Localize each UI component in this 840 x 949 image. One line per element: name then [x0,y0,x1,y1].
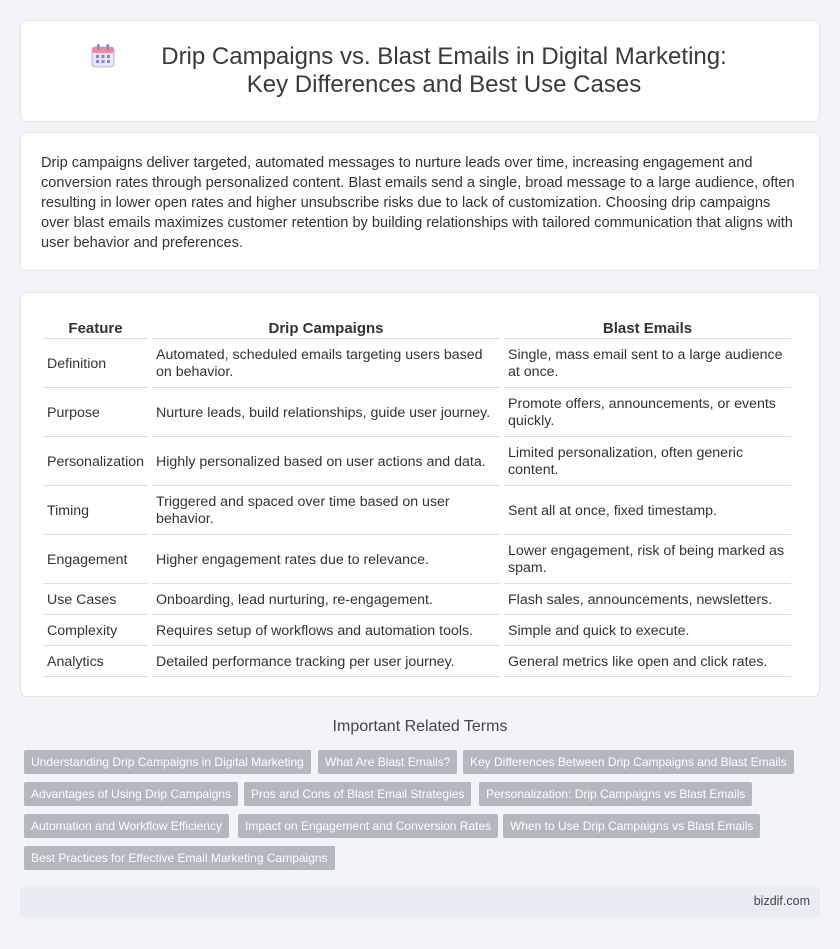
related-term-tag[interactable]: Personalization: Drip Campaigns vs Blast Emails [479,782,752,806]
blast-cell: Limited personalization, often generic content. [504,439,791,486]
table-row [43,648,791,677]
feature-cell: Timing [43,488,148,535]
related-term-tag[interactable]: Impact on Engagement and Conversion Rates [238,814,498,838]
drip-cell: Higher engagement rates due to relevance. [152,537,500,584]
drip-cell: Nurture leads, build relationships, guide user journey. [152,390,500,437]
drip-cell: Onboarding, lead nurturing, re-engagement. [152,586,500,615]
blast-cell: General metrics like open and click rates. [504,648,791,677]
drip-cell: Detailed performance tracking per user journey. [152,648,500,677]
blast-cell: Simple and quick to execute. [504,617,791,646]
feature-cell: Engagement [43,537,148,584]
table-row [43,488,791,535]
feature-cell: Use Cases [43,586,148,615]
blast-cell: Sent all at once, fixed timestamp. [504,488,791,535]
blast-cell: Flash sales, announcements, newsletters. [504,586,791,615]
related-term-tag[interactable]: When to Use Drip Campaigns vs Blast Emails [503,814,760,838]
drip-cell: Triggered and spaced over time based on user behavior. [152,488,500,535]
related-term-tag[interactable]: Understanding Drip Campaigns in Digital Marketing [24,750,311,774]
feature-cell: Complexity [43,617,148,646]
related-term-tag[interactable]: Pros and Cons of Blast Email Strategies [244,782,471,806]
related-terms-title: Important Related Terms [332,718,508,735]
header-card [20,20,820,122]
column-header-feature: Feature [43,317,148,339]
intro-card [20,132,820,271]
related-term-tag[interactable]: What Are Blast Emails? [318,750,457,774]
drip-cell: Requires setup of workflows and automation tools. [152,617,500,646]
table-row [43,617,791,646]
related-term-tag[interactable]: Advantages of Using Drip Campaigns [24,782,238,806]
blast-cell: Promote offers, announcements, or events quickly. [504,390,791,437]
related-term-tag[interactable]: Key Differences Between Drip Campaigns and Blast Emails [463,750,794,774]
comparison-card [20,292,820,697]
drip-cell: Automated, scheduled emails targeting users based on behavior. [152,341,500,388]
table-row [43,390,791,437]
related-term-tag[interactable]: Automation and Workflow Efficiency [24,814,229,838]
table-header-row [43,317,791,339]
table-row [43,537,791,584]
drip-cell: Highly personalized based on user actions and data. [152,439,500,486]
feature-cell: Personalization [43,439,148,486]
footer [20,886,820,918]
calendar-icon [90,43,116,69]
footer-site-name[interactable]: bizdif.com [753,894,810,908]
table-row [43,586,791,615]
feature-cell: Definition [43,341,148,388]
column-header-drip: Drip Campaigns [152,317,500,339]
related-term-tag[interactable]: Best Practices for Effective Email Marketing Campaigns [24,846,335,870]
feature-cell: Analytics [43,648,148,677]
blast-cell: Single, mass email sent to a large audience at once. [504,341,791,388]
intro-paragraph: Drip campaigns deliver targeted, automated messages to nurture leads over time, increasing engagement and conversion rates through personalized content. Blast emails send a single, broad message to a large audience, often resulting in lower open rates and higher unsubscribe risks due to lack of customization. Choosing drip campaigns over blast emails maximizes customer retention by building relationships with tailored communication that aligns with user behavior and preferences. [41,155,795,251]
table-row [43,439,791,486]
column-header-blast: Blast Emails [504,317,791,339]
table-row [43,341,791,388]
comparison-table [39,315,795,679]
feature-cell: Purpose [43,390,148,437]
blast-cell: Lower engagement, risk of being marked as spam. [504,537,791,584]
page-title: Drip Campaigns vs. Blast Emails in Digital Marketing: Key Differences and Best Use Cases [161,43,727,98]
